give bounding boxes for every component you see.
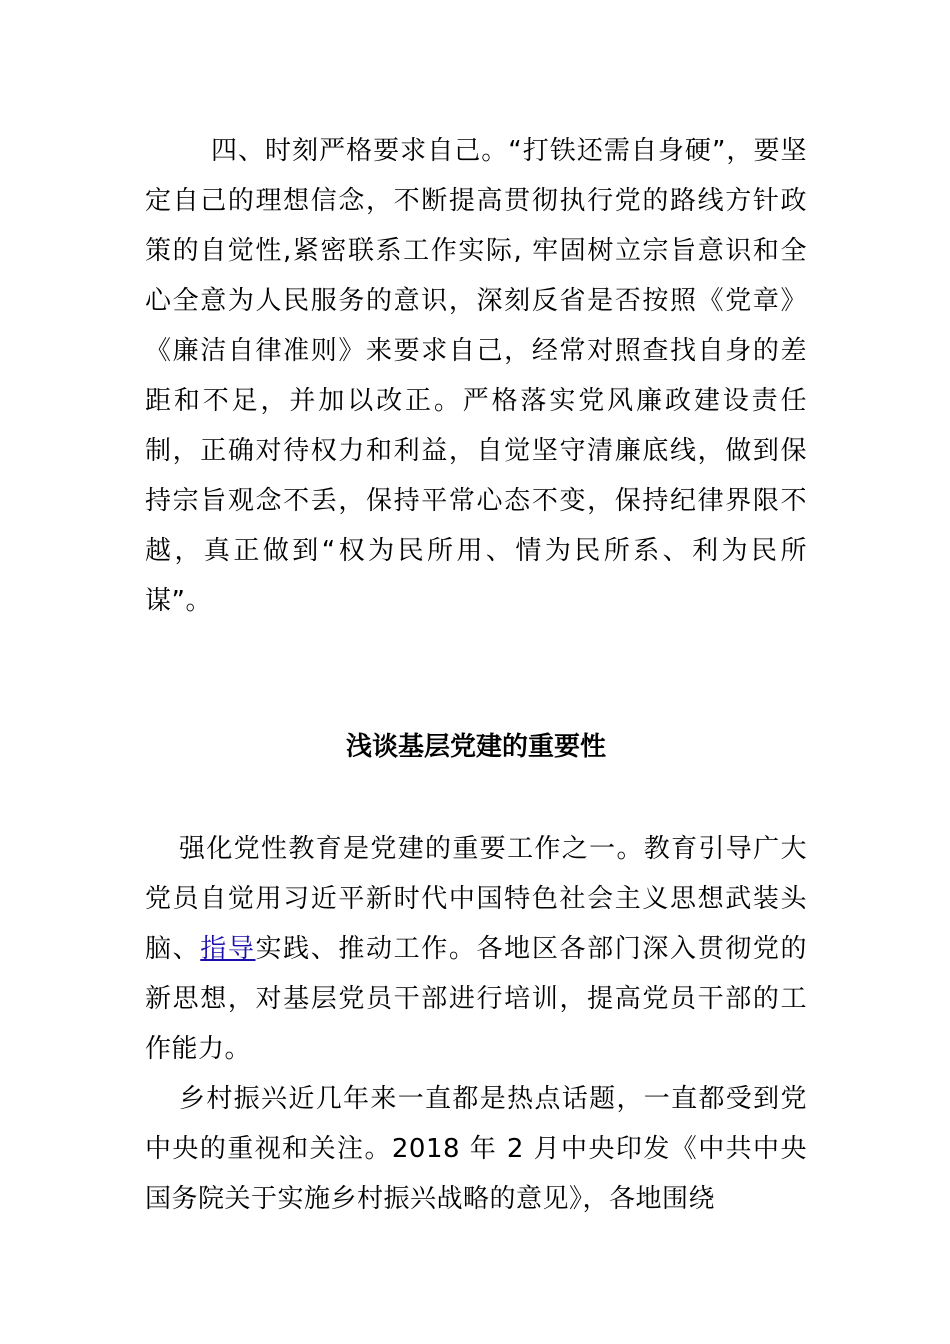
paragraph-text-before-link: 强化党性教育是党建的重要工作之一。教育引导广大党员自觉用习近平新时代中国特色社会主义思想武装头脑、 bbox=[145, 834, 807, 964]
guidance-link[interactable]: 指导 bbox=[200, 934, 256, 964]
paragraph-text-after-link: 实践、推动工作。各地区各部门深入贯彻党的新思想，对基层党员干部进行培训，提高党员干部的工作能力。 bbox=[145, 934, 807, 1064]
paragraph-rural-revitalization: 乡村振兴近几年来一直都是热点话题，一直都受到党中央的重视和关注。2018 年 2 月中央印发《中共中央国务院关于实施乡村振兴战略的意见》，各地围绕 bbox=[145, 1084, 807, 1214]
paragraph-self-discipline: 四、时刻严格要求自己。“打铁还需自身硬”，要坚定自己的理想信念，不断提高贯彻执行党的路线方针政策的自觉性,紧密联系工作实际, 牢固树立宗旨意识和全心全意为人民服务的意识，深刻反省是否按照《党章》《廉洁自律准则》来要求自己，经常对照查找自身的差距和不足，并加以改正。严格落实党风廉政建设责任制，正确对待权力和利益，自觉坚守清廉底线，做到保持宗旨观念不丢，保持平常心态不变，保持纪律界限不越，真正做到“权为民所用、情为民所系、利为民所谋”。 bbox=[145, 136, 807, 616]
paragraph-party-education bbox=[145, 824, 807, 1074]
section-heading: 浅谈基层党建的重要性 bbox=[345, 732, 606, 762]
